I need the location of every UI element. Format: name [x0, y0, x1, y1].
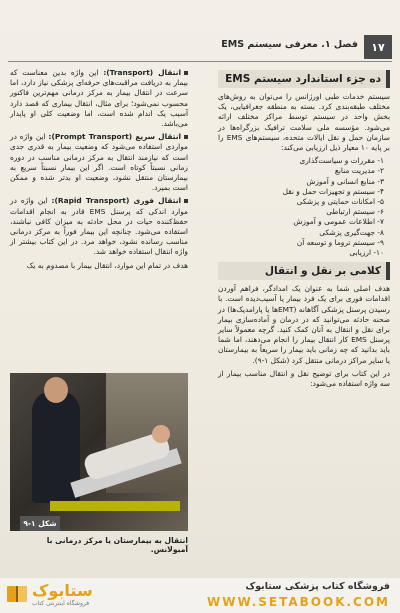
criteria-item: ۴- سیستم و تجهیزات حمل و نقل: [282, 186, 384, 196]
header-divider: [8, 61, 392, 62]
criteria-item: ۱- مقررات و سیاست‌گذاری: [299, 156, 384, 166]
bullet-icon: [184, 71, 188, 75]
term-rapid-transport: [10, 196, 188, 257]
logo-text: ستابوک: [32, 581, 93, 600]
left-column: [10, 68, 188, 274]
criteria-item: ۸- جهت‌گیری پزشکی: [319, 227, 384, 237]
closing-sentence: هدف در تمام این موارد، انتقال بیمار با مصدوم به یک: [26, 260, 188, 270]
bullet-icon: [184, 199, 188, 203]
term-prompt-transport: [10, 132, 188, 193]
logo-subtitle: فروشگاه اینترنتی کتاب: [32, 600, 90, 607]
paramedic-head: [44, 377, 68, 403]
criteria-item: ۹- سیستم تروما و توسعه آن: [296, 237, 384, 247]
stretcher-base: [50, 501, 180, 511]
page-number: ۱۷: [364, 35, 392, 59]
transport-paragraph: هدف اصلی شما به عنوان یک امدادگر، فراهم آوردن اقدامات فوری برای یک فرد بیمار یا آسیب‌دیده است. با رسیدن پرسنل پزشکی آگاهانه (EMTها یا پارامدیک‌ها) در صحنه حادثه می‌توانید که در درمان و آماده‌سازی بیمار برای نقل و انتقال به آنان کمک کنید. گرچه معمولاً سایر پرسنل EMS کار انتقال بیمار را انجام می‌دهند، اما شما باید بدانید که چه زمانی باید بیمار را سریعاً به بیمارستان یا سایر مراکز درمانی منتقل کرد (شکل ۱-۹).: [218, 284, 390, 365]
term-text: این واژه بدین معناست که بیمار به دریافت مراقبت‌های حرفه‌ای پزشکی نیاز دارد، اما سرعت در انتقال بیمار به مرکز درمانی مهم‌ترین فاکتور محسوب نمی‌شود؛ برای مثال، انتقال بیماری که قصد دارد آسیب یک اندام شده است، اما وضعیت کلی او پایدار می‌باشد.: [10, 68, 188, 129]
figure-caption: انتقال به بیمارستان یا مرکز درمانی با آمبولانس.: [46, 536, 188, 554]
term-text: این واژه در موارد اندکی که پرسنل EMS قادر به انجام اقدامات حفظ‌کننده حیات در محل حادثه به میزان کافی نباشند، استفاده می‌شود. چنانچه این بیمار فوراً به مرکز درمانی مناسب رسانده نشود، خواهد مرد. در این کتاب بیشتر از واژه انتقال استفاده خواهد شد.: [10, 196, 188, 257]
criteria-item: ۵- امکانات حمایتی و پزشکی: [296, 197, 384, 207]
term-transport: [10, 68, 188, 129]
criteria-item: ۳- منابع انسانی و آموزش: [306, 176, 384, 186]
store-name: فروشگاه کتاب پزشکی ستابوک: [245, 581, 390, 592]
term-heading: انتقال سریع (Prompt Transport):: [48, 132, 182, 142]
criteria-item: ۲- مدیریت منابع: [334, 166, 384, 176]
criteria-list: [218, 156, 390, 258]
section-intro: سیستم خدمات طبی اورژانس را می‌توان به روش‌های مختلف طبقه‌بندی کرد. بسته به منطقه جغرافیایی، یک بخش واحد در سیستم توسط مراکز مختلف ارائه می‌شود. مؤسسه ملی سلامت ترافیک بزرگراه‌ها در سازمان حمل و نقل ایالات متحده، سیستم‌های EMS را بر پایه ۱۰ معیار ذیل ارزیابی می‌کند:: [218, 92, 390, 153]
chapter-title: فصل ۱. معرفی سیستم EMS: [221, 39, 358, 50]
section-title-ems-components: ده جزء استاندارد سیستم EMS: [218, 70, 390, 88]
section-title-transport: کلامی بر نقل و انتقال: [218, 262, 390, 280]
store-logo: [6, 581, 114, 610]
term-text: این واژه در مواردی استفاده می‌شود که وضعیت بیمار به قدری جدی است که نیازمند انتقال به مرکز درمانی مناسب در دوره زمانی نسبتاً کوتاه است. اگر این بیمار نسبتاً سریع به بیمارستان منتقل نشود، وضعیت او بدتر شده و ممکن است بمیرد.: [10, 132, 188, 193]
bullet-icon: [184, 135, 188, 139]
ambulance-photo: [10, 373, 188, 531]
figure-label: شکل ۱-۹: [20, 516, 60, 531]
term-heading: انتقال (Transport):: [103, 68, 181, 77]
book-logo-icon: [6, 583, 28, 605]
criteria-item: ۱۰- ارزیابی: [349, 248, 384, 258]
transport-terms-intro: در این کتاب برای توضیح نقل و انتقال مناسب بیمار از سه واژه استفاده می‌شود:: [218, 368, 390, 389]
criteria-item: ۷- اطلاعات عمومی و آموزش: [293, 217, 384, 227]
page-header: [8, 34, 392, 60]
right-column: [218, 68, 390, 392]
term-heading: انتقال فوری (Rapid Transport):: [51, 196, 182, 206]
criteria-item: ۶- سیستم ارتباطی: [326, 207, 384, 217]
store-watermark-footer: [0, 578, 400, 613]
store-url-link[interactable]: WWW.SETABOOK.COM: [206, 595, 390, 609]
patient-head: [152, 425, 170, 443]
